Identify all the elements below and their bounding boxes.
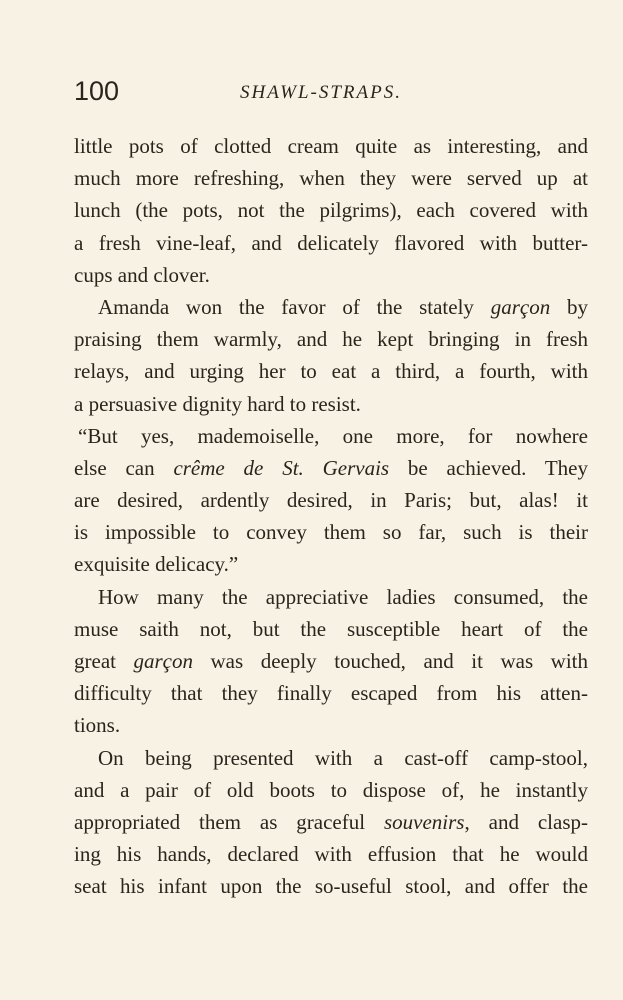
text-line: [74, 548, 588, 580]
text-segment: be achieved. They: [389, 455, 589, 480]
italic-text: souvenirs: [383, 809, 465, 834]
text-line: [74, 806, 588, 838]
text-segment: cups and clover.: [74, 262, 210, 287]
text-line: [74, 709, 588, 741]
text-segment: tions.: [74, 713, 121, 738]
text-line: [74, 645, 588, 677]
text-segment: , and clasp-: [464, 809, 588, 834]
text-line: [74, 516, 588, 548]
text-segment: How many the appreciative ladies consumed, the: [98, 584, 588, 609]
italic-text: crême de St. Gervais: [173, 455, 390, 480]
text-line: [74, 355, 588, 387]
page-number: 100: [74, 76, 120, 106]
text-line: [74, 838, 588, 870]
text-line: [74, 162, 588, 194]
text-line: [74, 484, 588, 516]
text-segment: by: [550, 294, 588, 319]
text-line: [74, 420, 588, 452]
text-segment: little pots of clotted cream quite as interesting, and: [74, 134, 588, 158]
text-segment: exquisite delicacy.”: [74, 552, 239, 577]
text-line: [74, 581, 588, 613]
text-segment: appropriated them as graceful: [74, 809, 384, 834]
text-line: [74, 323, 588, 355]
text-segment: and a pair of old boots to dispose of, he instantly: [74, 777, 588, 802]
text-segment: seat his infant upon the so-useful stool, and offer the: [74, 874, 588, 899]
text-line: [74, 677, 588, 709]
text-segment: are desired, ardently desired, in Paris; but, alas! it: [74, 488, 588, 513]
text-line: [74, 613, 588, 645]
text-segment: muse saith not, but the susceptible heart of the: [74, 616, 588, 641]
text-line: [74, 194, 588, 226]
text-line: [74, 870, 588, 902]
text-segment: lunch (the pots, not the pilgrims), each covered with: [74, 198, 588, 223]
text-segment: difficulty that they finally escaped from his atten-: [74, 681, 588, 706]
text-segment: is impossible to convey them so far, such is their: [74, 520, 588, 545]
italic-text: garçon: [133, 649, 193, 673]
text-segment: great: [74, 649, 134, 673]
page-header: [74, 76, 592, 116]
body-text: [74, 130, 588, 903]
text-segment: ing his hands, declared with effusion that he would: [74, 842, 588, 867]
text-segment: Amanda won the favor of the stately: [98, 294, 491, 319]
text-segment: praising them warmly, and he kept bringing in fresh: [74, 327, 588, 352]
text-segment: On being presented with a cast-off camp-stool,: [98, 745, 588, 770]
text-line: [74, 227, 588, 259]
text-segment: “But yes, mademoiselle, one more, for nowhere: [78, 423, 588, 448]
text-segment: relays, and urging her to eat a third, a fourth, with: [74, 359, 588, 384]
text-segment: else can: [74, 455, 174, 480]
text-segment: was deeply touched, and it was with: [193, 649, 588, 673]
text-line: [74, 742, 588, 774]
text-segment: a persuasive dignity hard to resist.: [74, 391, 361, 416]
text-line: [74, 130, 588, 162]
text-segment: much more refreshing, when they were served up at: [74, 166, 588, 191]
text-line: [74, 291, 588, 323]
text-line: [74, 452, 588, 484]
running-head: SHAWL-STRAPS.: [240, 82, 402, 103]
text-line: [74, 259, 588, 291]
text-line: [74, 388, 588, 420]
text-segment: a fresh vine-leaf, and delicately flavored with butter-: [74, 230, 588, 255]
italic-text: garçon: [490, 294, 551, 319]
text-line: [74, 774, 588, 806]
